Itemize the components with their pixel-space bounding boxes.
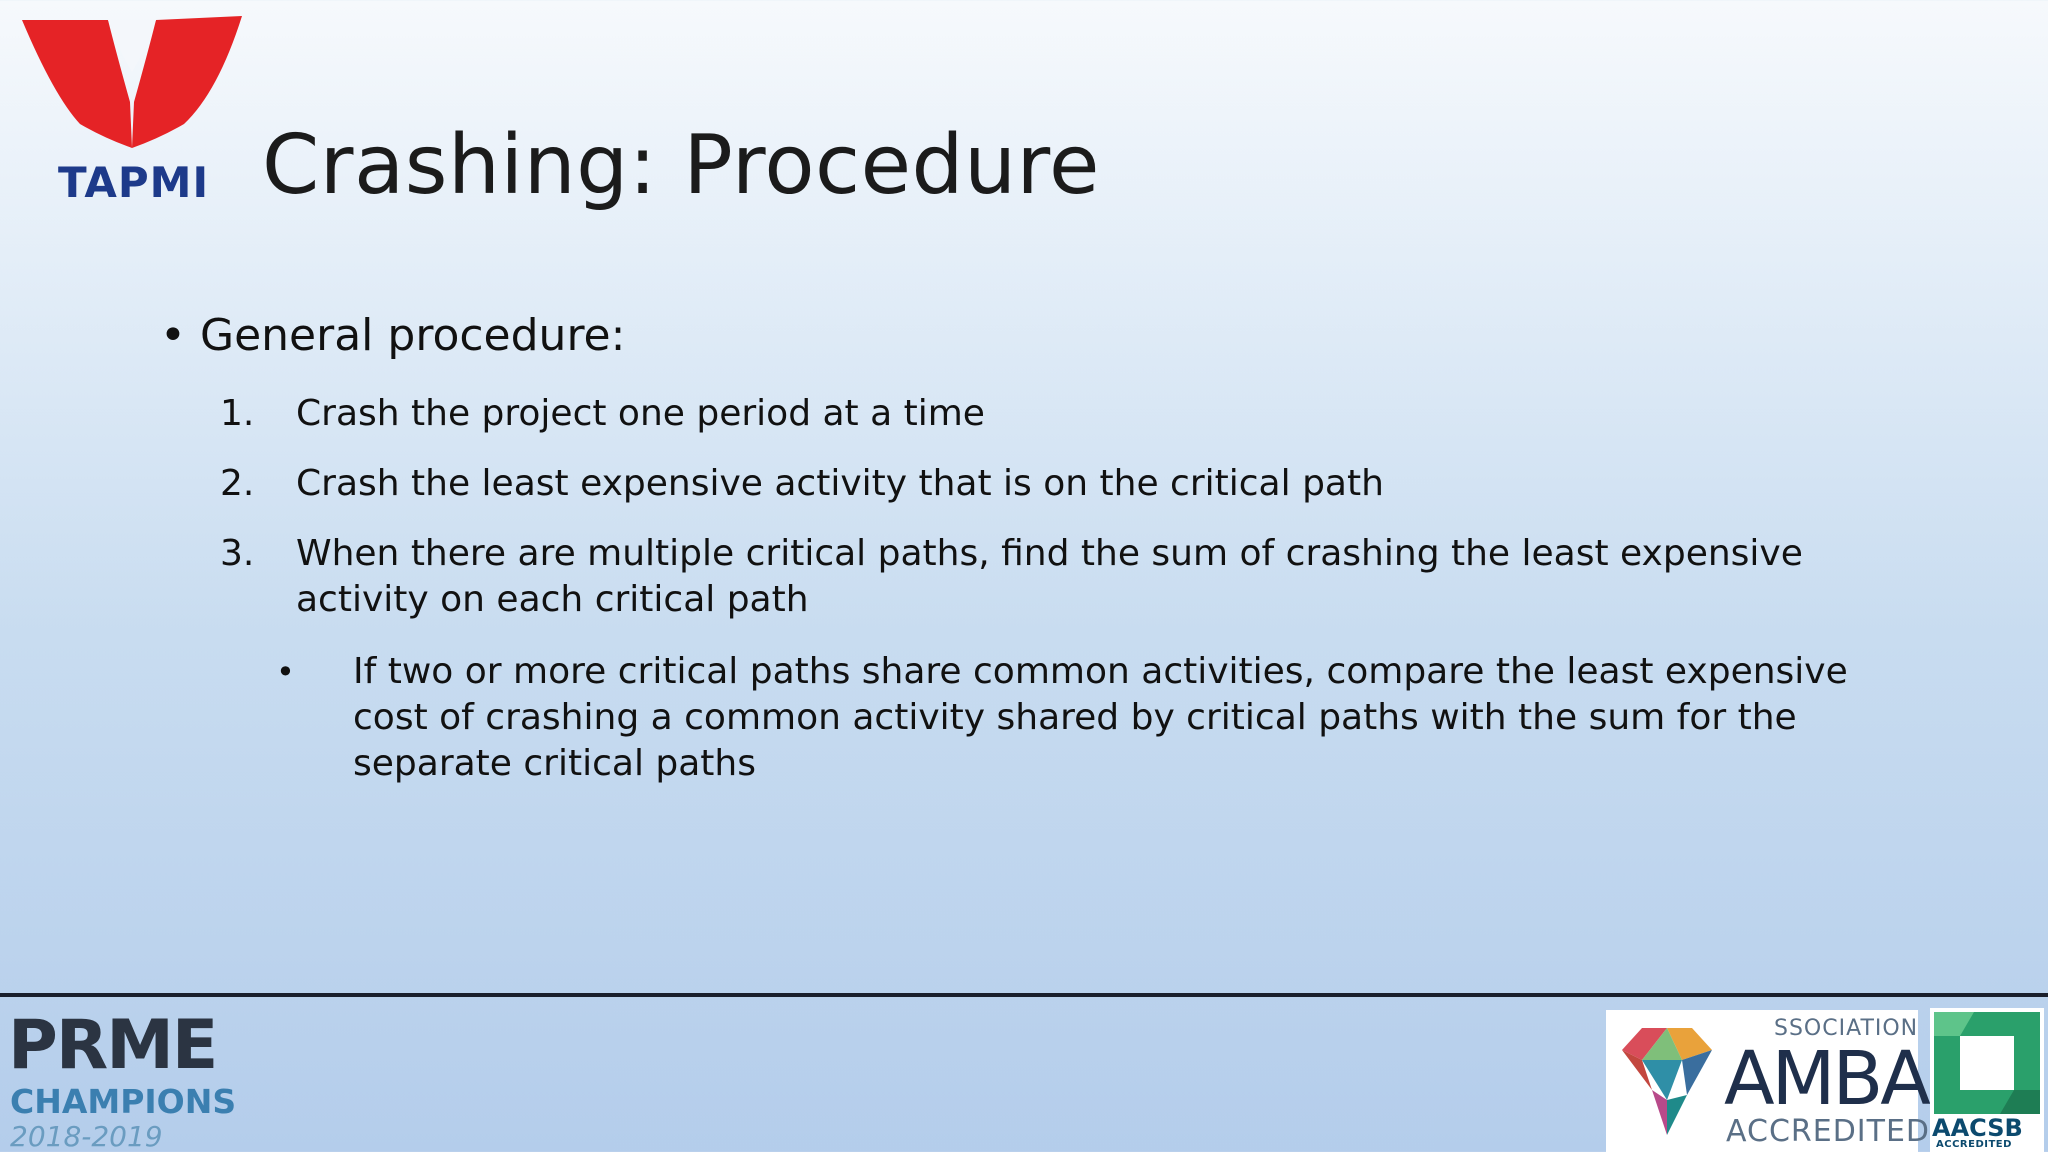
step-number: 1. xyxy=(220,393,255,434)
sub-bullet-marker: • xyxy=(276,653,295,691)
tapmi-butterfly-icon xyxy=(20,12,250,162)
prme-years-text: 2018-2019 xyxy=(10,1120,163,1152)
bullet-text: General procedure: xyxy=(200,310,626,361)
tapmi-logo xyxy=(20,12,250,212)
step-item-1 xyxy=(160,391,1920,437)
step-text: Crash the least expensive activity that is on the critical path xyxy=(296,463,1384,504)
amba-gem-icon xyxy=(1612,1020,1722,1140)
amba-wordmark: AMBA xyxy=(1724,1036,1928,1122)
step-item-2 xyxy=(160,461,1920,507)
step-text: When there are multiple critical paths, find the sum of crashing the least expensive activity on each critical path xyxy=(296,533,1803,620)
tapmi-wordmark: TAPMI xyxy=(58,158,210,207)
amba-accredited-logo xyxy=(1606,1010,1931,1152)
footer-divider xyxy=(0,993,2048,997)
aacsb-wordmark: AACSB xyxy=(1932,1114,2023,1142)
amba-accredited-text: ACCREDITED xyxy=(1726,1114,1931,1149)
aacsb-accredited-logo xyxy=(1930,1008,2044,1152)
step-number: 3. xyxy=(220,533,255,574)
prme-champions-text: CHAMPIONS xyxy=(10,1082,237,1121)
slide-title: Crashing: Procedure xyxy=(262,118,1100,213)
sub-bullet-item xyxy=(160,649,1920,787)
aacsb-square-icon xyxy=(1934,1012,2040,1114)
slide-body xyxy=(160,310,1920,787)
step-item-3 xyxy=(160,531,1920,623)
sub-bullet-text: If two or more critical paths share common activities, compare the least expensive cost of crashing a common activity shared by critical paths with the sum for the separate critical paths xyxy=(353,651,1848,784)
aacsb-accredited-text: ACCREDITED xyxy=(1936,1139,2012,1150)
step-number: 2. xyxy=(220,463,255,504)
bullet-marker: • xyxy=(160,310,186,361)
bullet-general-procedure xyxy=(160,310,1920,361)
prme-wordmark: PRME xyxy=(8,1006,217,1085)
prme-champions-logo xyxy=(8,1006,248,1152)
step-text: Crash the project one period at a time xyxy=(296,393,985,434)
amba-association-text: SSOCIATION xyxy=(1774,1016,1919,1041)
